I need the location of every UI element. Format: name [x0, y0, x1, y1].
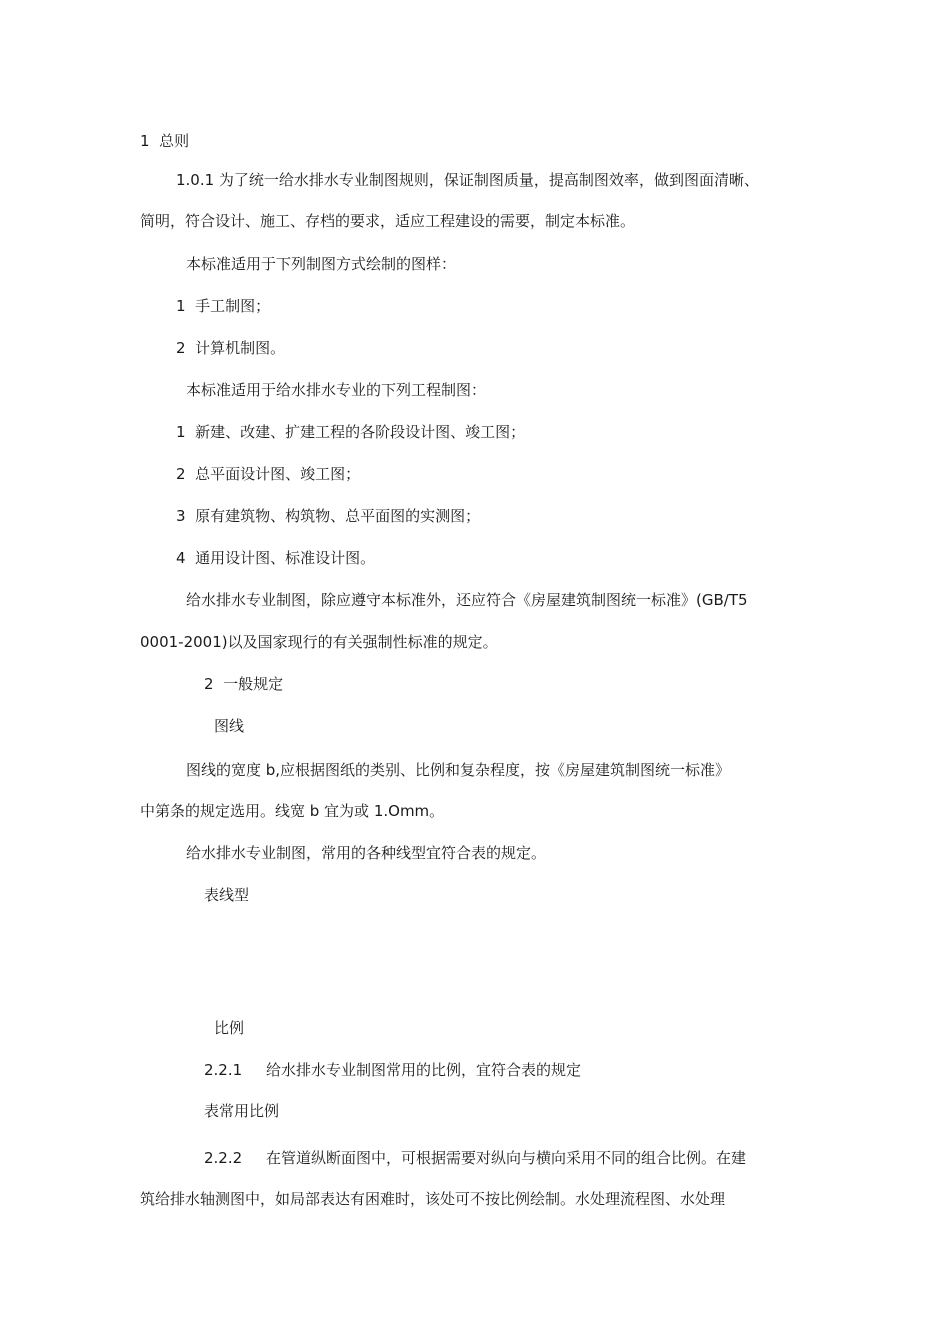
list-item: 3 原有建筑物、构筑物、总平面图的实测图；	[176, 507, 481, 525]
section-number: 2	[204, 675, 214, 693]
compliance-line-2: 0001-2001)以及国家现行的有关强制性标准的规定。	[140, 633, 498, 651]
paragraph-1-0-1-line-2: 简明，符合设计、施工、存档的要求，适应工程建设的需要，制定本标准。	[140, 212, 636, 230]
list-item: 2 计算机制图。	[176, 339, 286, 357]
clause-number: 2.2.1	[204, 1061, 243, 1079]
table-caption-linetype: 表线型	[204, 886, 250, 904]
section-title: 一般规定	[223, 675, 284, 693]
subsection-scale-title: 比例	[214, 1019, 245, 1037]
clause-2-2-2-line-1	[204, 1148, 746, 1168]
subsection-lines-title: 图线	[214, 717, 245, 735]
scope-2-intro: 本标准适用于给水排水专业的下列工程制图：	[186, 381, 487, 399]
section-2-heading	[204, 674, 283, 694]
list-item: 2 总平面设计图、竣工图；	[176, 465, 361, 483]
clause-text: 在管道纵断面图中，可根据需要对纵向与横向采用不同的组合比例。在建	[266, 1149, 747, 1167]
list-item: 1 新建、改建、扩建工程的各阶段设计图、竣工图；	[176, 423, 526, 441]
section-number: 1	[140, 132, 150, 150]
clause-text: 给水排水专业制图常用的比例，宜符合表的规定	[266, 1061, 582, 1079]
scope-1-intro: 本标准适用于下列制图方式绘制的图样：	[186, 255, 457, 273]
clause-2-2-2-line-2: 筑给排水轴测图中，如局部表达有困难时，该处可不按比例绘制。水处理流程图、水处理	[140, 1190, 726, 1208]
section-title: 总则	[159, 132, 190, 150]
list-item: 4 通用设计图、标准设计图。	[176, 549, 376, 567]
clause-2-2-1	[204, 1060, 581, 1080]
clause-number: 2.2.2	[204, 1149, 243, 1167]
section-1-heading	[140, 131, 189, 151]
lines-paragraph-2: 给水排水专业制图，常用的各种线型宜符合表的规定。	[186, 844, 547, 862]
table-caption-scale: 表常用比例	[204, 1102, 280, 1120]
lines-paragraph-line-1: 图线的宽度 b,应根据图纸的类别、比例和复杂程度，按《房屋建筑制图统一标准》	[186, 761, 731, 779]
list-item: 1 手工制图；	[176, 297, 271, 315]
compliance-line-1: 给水排水专业制图，除应遵守本标准外，还应符合《房屋建筑制图统一标准》(GB/T5	[186, 591, 748, 609]
lines-paragraph-line-2: 中第条的规定选用。线宽 b 宜为或 1.Omm。	[140, 802, 445, 820]
paragraph-1-0-1-line-1: 1.0.1 为了统一给水排水专业制图规则，保证制图质量，提高制图效率，做到图面清晰、	[176, 171, 759, 189]
